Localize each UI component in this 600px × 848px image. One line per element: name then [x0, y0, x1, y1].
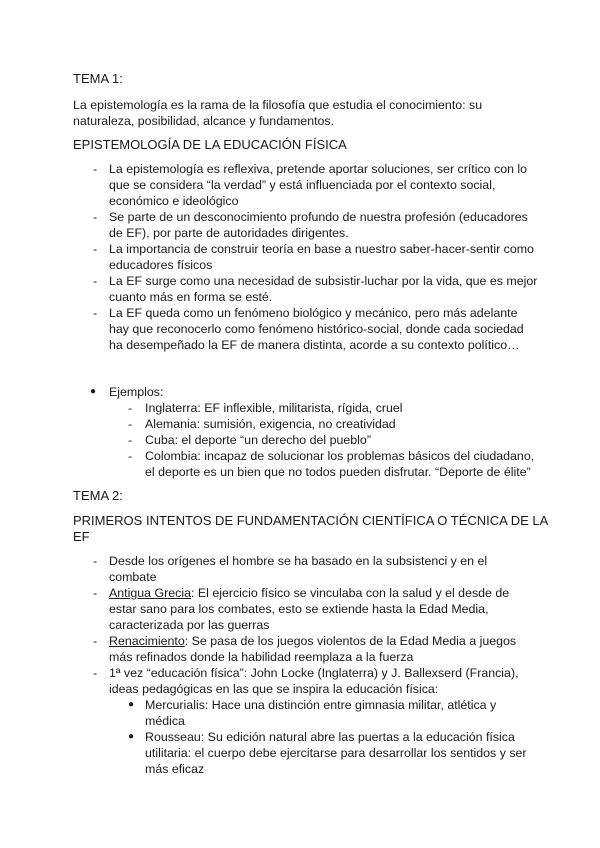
term-renacimiento: Renacimiento [109, 634, 185, 648]
list-item-line: Inglaterra: EF inflexible, militarista, rígida, cruel [145, 401, 403, 415]
list-item-line: La EF surge como una necesidad de subsistir-luchar por la vida, que es mejor [109, 274, 538, 288]
list-item-line: hay que reconocerlo como fenómeno histórico-social, donde cada sociedad [109, 322, 524, 336]
list-item-line: cuanto más en forma se esté. [109, 290, 273, 304]
dash-marker: - [93, 306, 98, 320]
list-item-line: estar sano para los combates, esto se extiende hasta la Edad Media, [109, 602, 489, 616]
list-item-line: que se considera “la verdad” y está influenciada por el contexto social, [109, 178, 496, 192]
list-item-line: ideas pedagógicas en las que se inspira la educación física: [109, 682, 439, 696]
dash-marker: - [93, 586, 98, 600]
dash-marker: - [93, 274, 98, 288]
list-item-line: La EF queda como un fenómeno biológico y mecánico, pero más adelante [109, 306, 518, 320]
list-item-line: médica [145, 714, 185, 728]
tema1-section-heading: EPISTEMOLOGÍA DE LA EDUCACIÓN FÍSICA [73, 137, 347, 152]
list-item-line: Colombia: incapaz de solucionar los problemas básicos del ciudadano, [145, 449, 535, 463]
term-antigua-grecia: Antigua Grecia [109, 586, 191, 600]
list-item-line [109, 633, 516, 649]
bullet-marker: ● [90, 386, 97, 397]
list-item-line: combate [109, 570, 157, 584]
list-item-line: más refinados donde la habilidad reemplaza a la fuerza [109, 650, 414, 664]
grecia-text: : El ejercicio físico se vinculaba con la salud y el desde de [190, 586, 510, 600]
tema2-section-heading-line-2: EF [73, 529, 90, 544]
list-item-line: de EF), por parte de autoridades dirigentes. [109, 226, 349, 240]
tema2-heading: TEMA 2: [73, 488, 123, 503]
dash-marker: - [93, 210, 98, 224]
bullet-marker: ● [128, 699, 135, 710]
list-item-line: Cuba: el deporte “un derecho del pueblo” [145, 433, 371, 447]
list-item-line: el deporte es un bien que no todos pueden disfrutar. “Deporte de élite” [145, 465, 531, 479]
dash-marker: - [128, 417, 133, 431]
list-item-line: Mercurialis: Hace una distinción entre gimnasia militar, atlética y [145, 698, 497, 712]
bullet-marker: ● [128, 731, 135, 742]
list-item-line: La importancia de construir teoría en base a nuestro saber-hacer-sentir como [109, 242, 534, 256]
tema1-intro-line-1: La epistemología es la rama de la filosofía que estudia el conocimiento: su [73, 98, 483, 112]
dash-marker: - [128, 449, 133, 463]
list-item-line: 1ª vez “educación física”: John Locke (Inglaterra) y J. Ballexserd (Francia), [109, 666, 519, 680]
list-item-line: ha desempeñado la EF de manera distinta, acorde a su contexto político… [109, 338, 520, 352]
dash-marker: - [128, 401, 133, 415]
list-item-line: económico e ideológico [109, 194, 239, 208]
list-item-line: Desde los orígenes el hombre se ha basado en la subsistenci y en el [109, 554, 488, 568]
dash-marker: - [93, 242, 98, 256]
dash-marker: - [93, 634, 98, 648]
tema1-heading: TEMA 1: [73, 71, 123, 86]
list-item-line [109, 585, 509, 601]
list-item-line: La epistemología es reflexiva, pretende aportar soluciones, ser crítico con lo [109, 162, 528, 176]
ejemplos-label: Ejemplos: [109, 385, 164, 399]
dash-marker: - [93, 162, 98, 176]
list-item-line: caracterizada por las guerras [109, 618, 270, 632]
dash-marker: - [93, 666, 98, 680]
renacimiento-text: : Se pasa de los juegos violentos de la Edad Media a juegos [184, 634, 517, 648]
tema1-intro-line-2: naturaleza, posibilidad, alcance y fundamentos. [73, 114, 335, 128]
tema2-section-heading-line-1: PRIMEROS INTENTOS DE FUNDAMENTACIÓN CIENTÍFICA O TÉCNICA DE LA [73, 513, 549, 528]
list-item-line: más eficaz [145, 762, 205, 776]
list-item-line: Alemania: sumisión, exigencia, no creatividad [145, 417, 396, 431]
list-item-line: educadores físicos [109, 258, 213, 272]
dash-marker: - [128, 433, 133, 447]
dash-marker: - [93, 554, 98, 568]
list-item-line: Rousseau: Su edición natural abre las puertas a la educación física [145, 730, 515, 744]
list-item-line: utilitaria: el cuerpo debe ejercitarse para desarrollar los sentidos y ser [145, 746, 527, 760]
list-item-line: Se parte de un desconocimiento profundo de nuestra profesión (educadores [109, 210, 528, 224]
